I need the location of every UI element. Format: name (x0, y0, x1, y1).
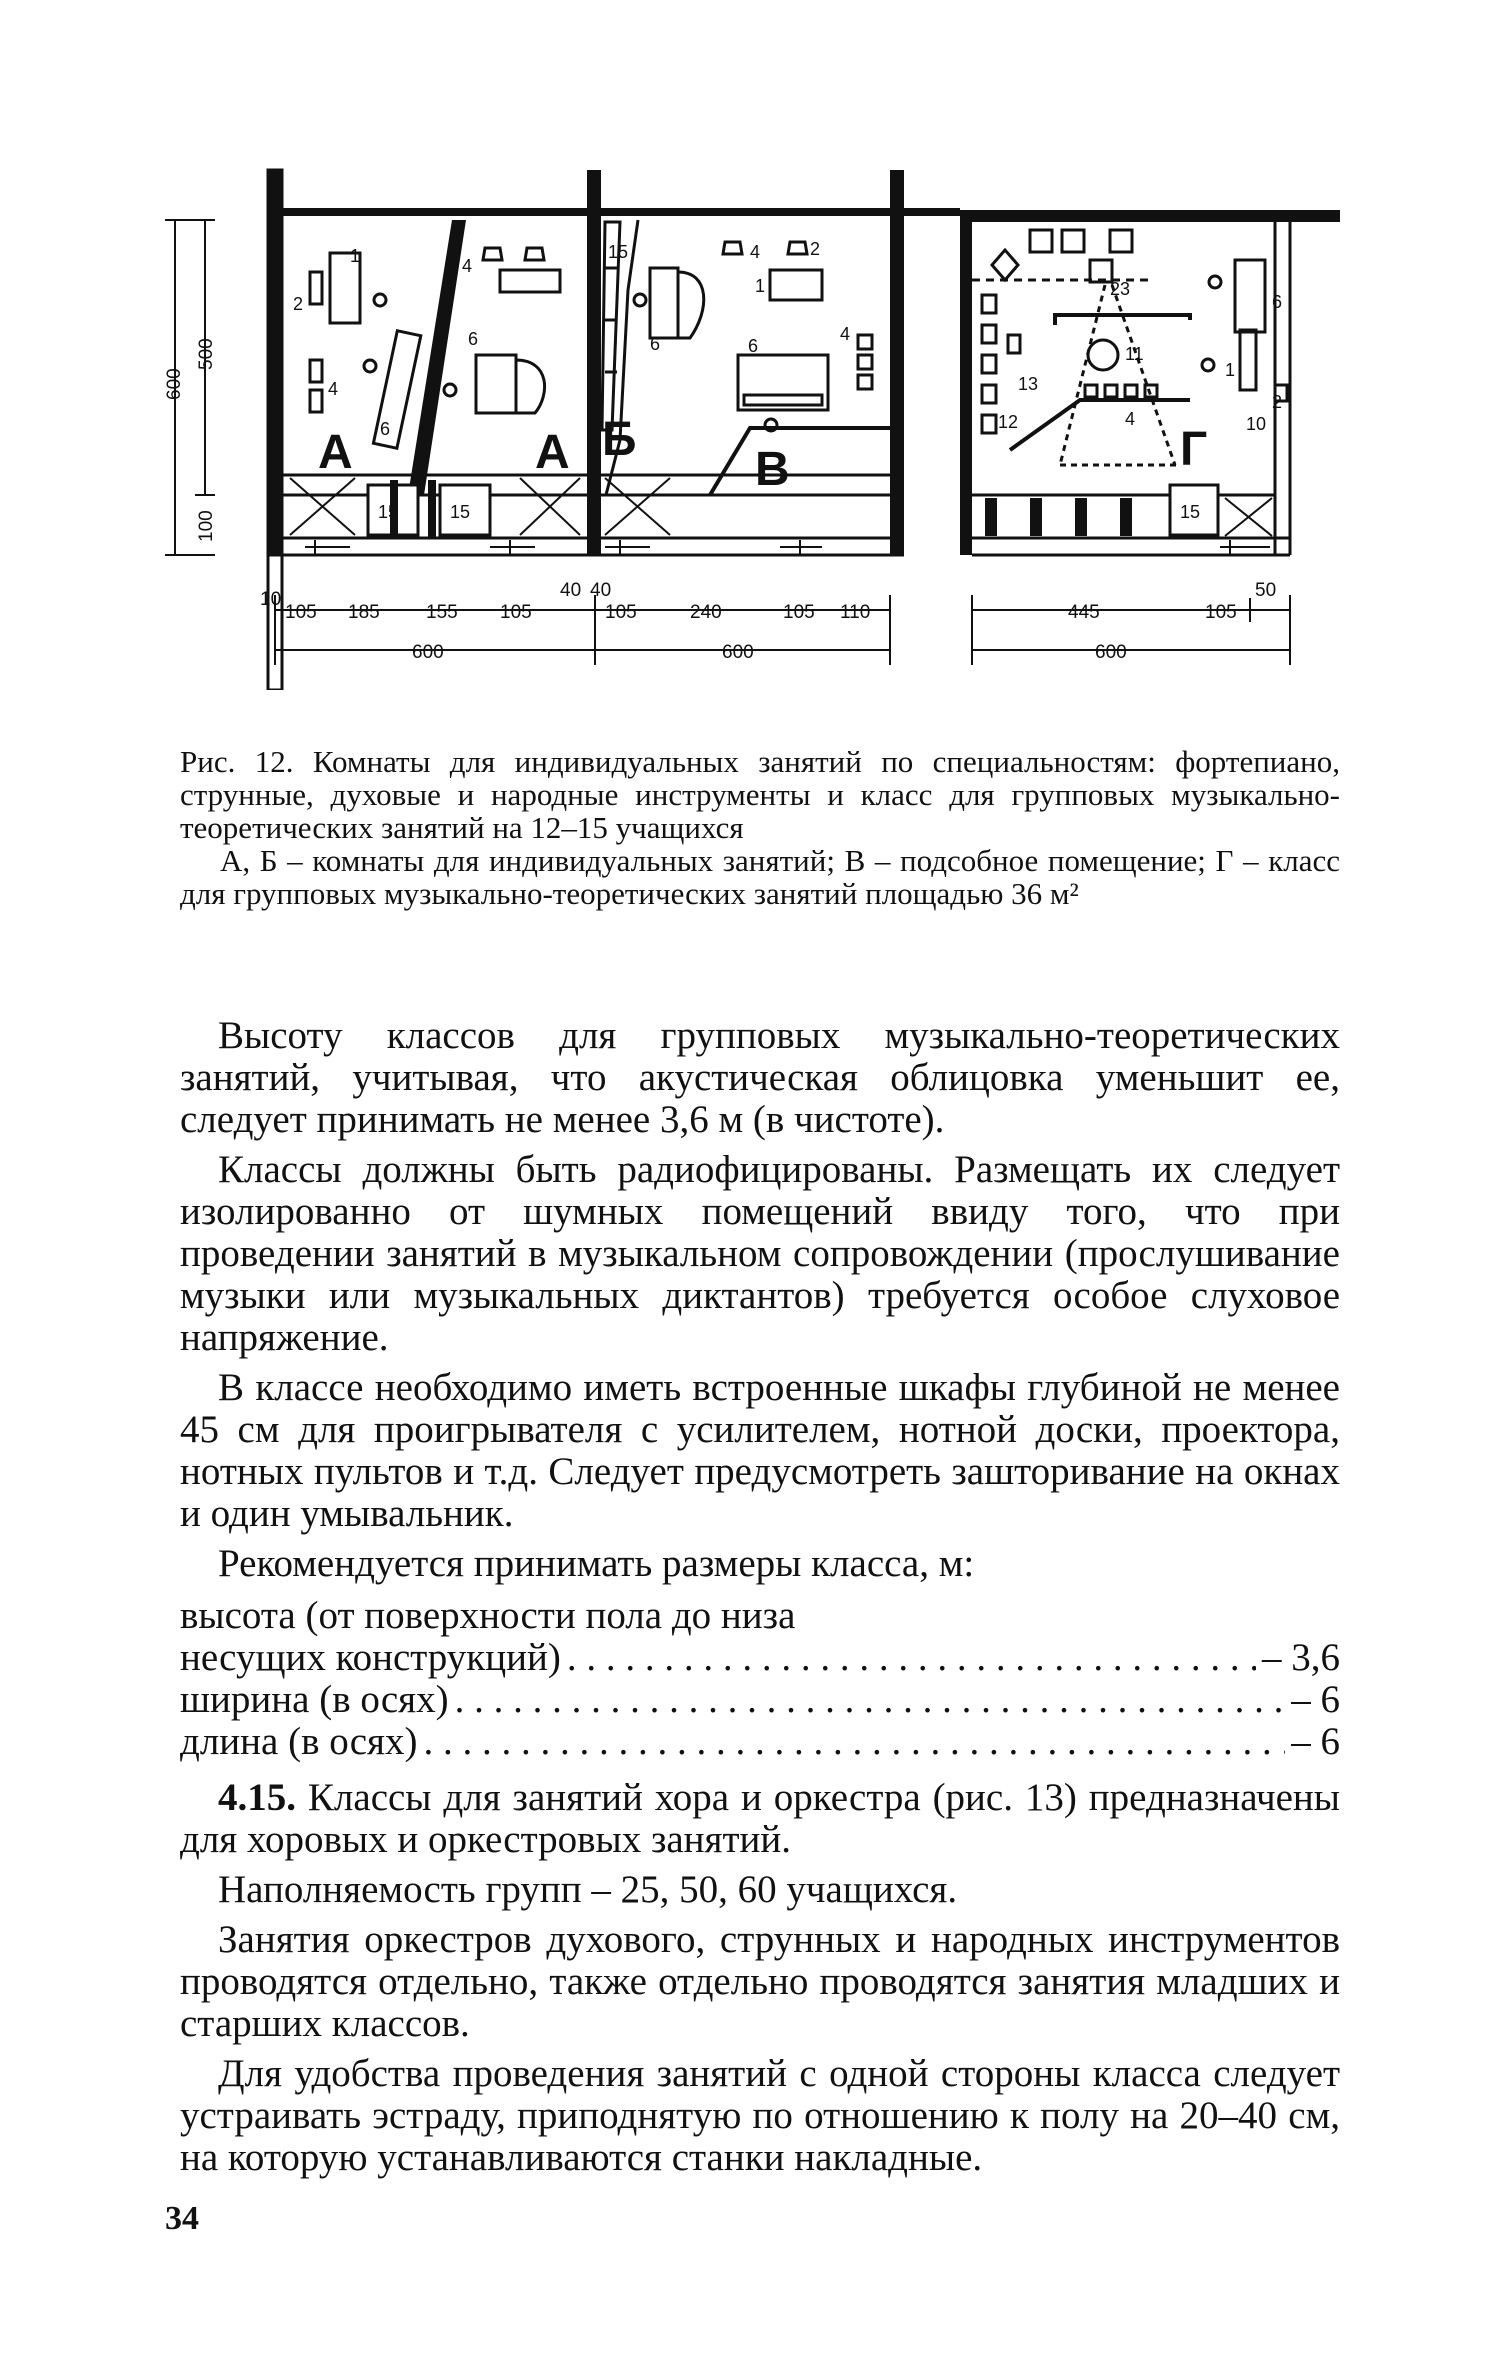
room-label-v: В (755, 443, 790, 496)
paragraph-2: Классы должны быть радиофицированы. Размещать их следует изолированно от шумных помещений ввиду того, что при проведении занятий в музыкальном сопровождении (прослушивание музыки или музыкальных диктантов) требуется особое слуховое напряжение. (180, 1148, 1340, 1359)
dim-50: 50 (1255, 580, 1277, 601)
dim-vertical-600: 600 (164, 368, 185, 400)
dim-vertical-500: 500 (196, 338, 217, 370)
label-4: 4 (328, 379, 339, 399)
leader-dots (567, 1637, 1256, 1679)
paragraph-1: Высоту классов для групповых музыкально-теоретических занятий, учитывая, что акустическая облицовка уменьшит ее, следует принимать не менее 3,6 м (в чистоте). (180, 1014, 1340, 1141)
label-6: 6 (650, 334, 661, 354)
label-15: 15 (378, 502, 399, 522)
dim-240: 240 (690, 602, 722, 623)
paragraph-6: Наполняемость групп – 25, 50, 60 учащихся. (218, 1868, 958, 1911)
label-12: 12 (998, 412, 1019, 432)
body-text (180, 1015, 1340, 2187)
label-4: 4 (750, 242, 761, 262)
dim-600: 600 (722, 642, 754, 663)
dim-105: 105 (285, 602, 317, 623)
label-2: 2 (1272, 392, 1283, 412)
dim-110: 110 (840, 602, 871, 623)
label-13: 13 (1018, 374, 1039, 394)
label-2: 2 (293, 294, 304, 314)
leader-dots (455, 1679, 1286, 1721)
paragraph-5 (180, 1777, 1340, 1861)
section-number: 4.15. (218, 1776, 296, 1819)
room-label-a-left: А (318, 426, 353, 479)
paragraph-3: В классе необходимо иметь встроенные шкафы глубиной не менее 45 см для проигрывателя с усилителем, нотной доски, проектора, нотных пультов и т.д. Следует предусмотреть зашторивание на окнах и один умывальник. (180, 1366, 1340, 1535)
label-6: 6 (380, 419, 391, 439)
dim-600: 600 (1095, 642, 1127, 663)
dim-length-value: – 6 (1291, 1720, 1340, 1763)
label-4: 4 (462, 256, 473, 276)
page-number: 34 (165, 2200, 199, 2237)
label-6: 6 (748, 336, 759, 356)
label-15: 15 (1180, 502, 1201, 522)
caption-legend: А, Б – комнаты для индивидуальных занятий; В – подсобное помещение; Г – класс для групповых музыкально-теоретических занятий площадью 36 м² (180, 843, 1340, 911)
label-23: 23 (1110, 279, 1131, 299)
label-1: 1 (350, 246, 361, 266)
label-15: 15 (608, 242, 629, 262)
dim-105: 105 (605, 602, 637, 623)
label-2: 2 (810, 239, 821, 259)
class-dimensions-list (180, 1595, 1340, 1763)
caption-main: Рис. 12. Комнаты для индивидуальных занятий по специальностям: фортепиано, струнные, духовые и народные инструменты и класс для групповых музыкально-теоретических занятий на 12–15 учащихся (180, 744, 1340, 845)
label-4: 4 (1125, 409, 1136, 429)
label-15: 15 (450, 502, 471, 522)
label-4: 4 (840, 324, 851, 344)
paragraph-8: Для удобства проведения занятий с одной стороны класса следует устраивать эстраду, приподнятую по отношению к полу на 20–40 см, на которую устанавливаются станки накладные. (180, 2052, 1340, 2179)
dim-length-row (180, 1721, 1340, 1763)
dim-600: 600 (412, 642, 444, 663)
label-10: 10 (1246, 414, 1267, 434)
dim-105: 105 (783, 602, 815, 623)
dim-height-value: – 3,6 (1262, 1636, 1340, 1679)
dim-length-label: длина (в осях) (180, 1720, 418, 1763)
label-11: 11 (1125, 344, 1144, 364)
dim-10: 10 (260, 589, 282, 610)
dim-height-label-1: высота (от поверхности пола до низа (180, 1594, 796, 1637)
dim-height-row-2 (180, 1637, 1340, 1679)
figure-caption (180, 745, 1340, 910)
paragraph-4: Рекомендуется принимать размеры класса, м: (218, 1542, 975, 1585)
dim-40: 40 (560, 580, 582, 601)
dim-105: 105 (1205, 602, 1237, 623)
dim-40: 40 (590, 580, 612, 601)
dim-width-row (180, 1679, 1340, 1721)
paragraph-5-text: Классы для занятий хора и оркестра (рис. 13) предназначены для хоровых и оркестровых занятий. (180, 1776, 1340, 1861)
label-1: 1 (1225, 360, 1236, 380)
dim-vertical-100: 100 (196, 510, 217, 542)
dim-155: 155 (426, 602, 458, 623)
dim-height-label-2: несущих конструкций) (180, 1636, 561, 1679)
leader-dots (423, 1721, 1285, 1763)
dim-width-label: ширина (в осях) (180, 1678, 449, 1721)
dim-185: 185 (348, 602, 380, 623)
paragraph-7: Занятия оркестров духового, струнных и народных инструментов проводятся отдельно, также отдельно проводятся занятия младших и старших классов. (180, 1918, 1340, 2045)
dim-445: 445 (1068, 602, 1100, 623)
label-1: 1 (755, 276, 766, 296)
room-label-b: Б (602, 413, 637, 466)
plan-ab-top-wall (270, 208, 960, 216)
label-6: 6 (468, 329, 479, 349)
dim-105: 105 (500, 602, 532, 623)
floor-plans-figure (150, 150, 1350, 690)
label-6: 6 (1272, 292, 1283, 312)
dim-width-value: – 6 (1291, 1678, 1340, 1721)
room-label-g: Г (1180, 423, 1208, 476)
room-label-a-right: А (535, 426, 570, 479)
dim-height-row-1 (180, 1595, 1340, 1637)
